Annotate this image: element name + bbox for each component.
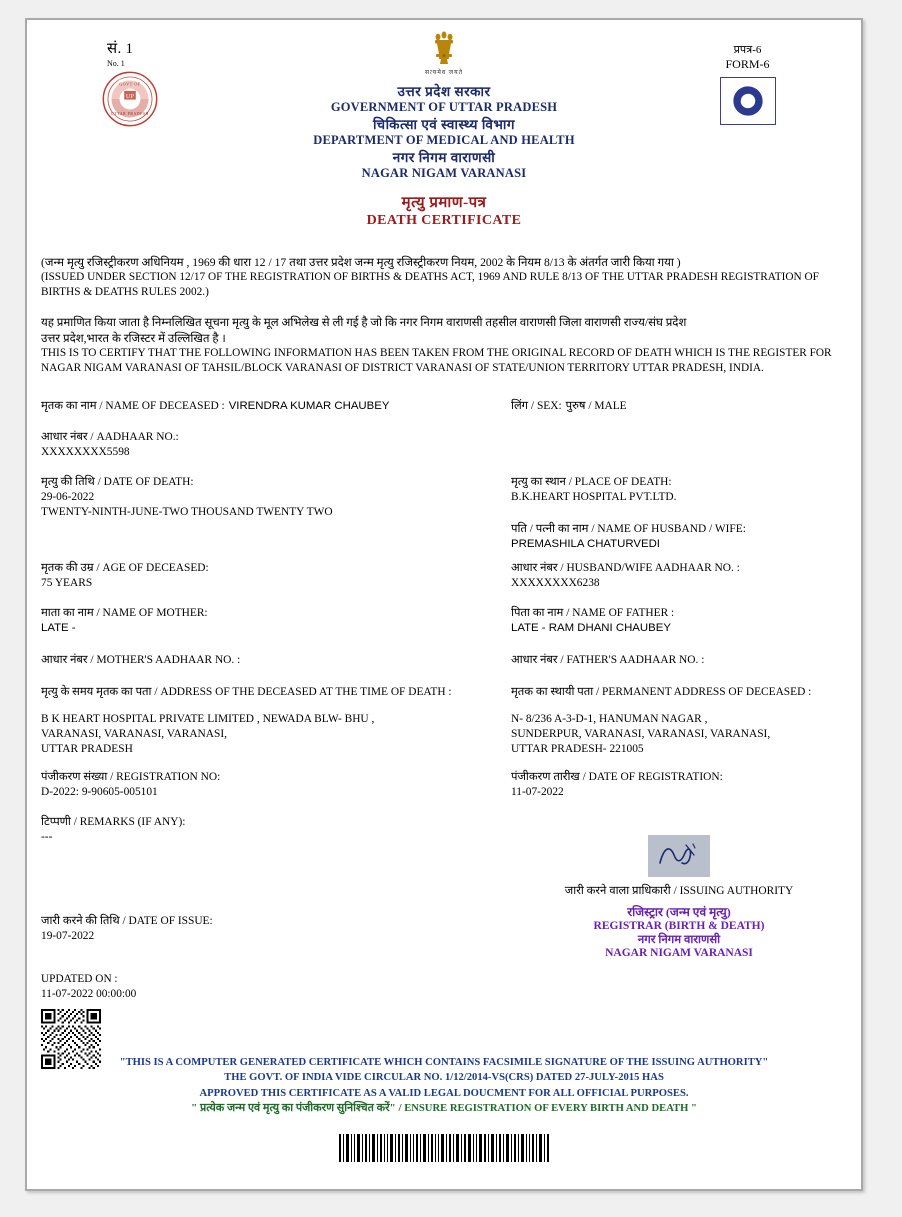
place-of-death-label: मृत्यु का स्थान / PLACE OF DEATH: (511, 475, 672, 488)
field-row-death-details (41, 475, 847, 557)
emblem-motto: सत्यमेव जयते (424, 70, 464, 76)
footer-disclaimer (27, 1055, 861, 1117)
field-row-name-sex (41, 396, 847, 419)
field-date-of-issue (41, 914, 493, 944)
svg-text:GOVT OF: GOVT OF (119, 81, 141, 87)
certificate-header (27, 20, 861, 180)
certification-hindi-line1: यह प्रमाणित किया जाता है निम्नलिखित सूचना मृत्यु के मूल अभिलेख से ली गई है जो कि नगर निगम वाराणसी तहसील वाराणसी जिला वाराणसी राज्य/संघ प्रदेश (41, 316, 687, 330)
serial-number-english: No. 1 (107, 59, 125, 68)
footer-line-2: THE GOVT. OF INDIA VIDE CIRCULAR NO. 1/12/2014-VS(CRS) DATED 27-JULY-2015 HAS (224, 1072, 664, 1084)
certification-english: THIS IS TO CERTIFY THAT THE FOLLOWING INFORMATION HAS BEEN TAKEN FROM THE ORIGINAL RECORD OF DEATH WHICH IS THE REGISTER FOR NAGAR NIGAM VARANASI OF TAHSIL/BLOCK VARANASI OF DISTRICT VARANASI OF STATE/UNION TERRITORY UTTAR PRADESH, INDIA. (41, 347, 832, 375)
field-row-remarks-signature (41, 815, 847, 959)
department-name-english: DEPARTMENT OF MEDICAL AND HEALTH (313, 133, 575, 147)
field-father-aadhaar (511, 653, 847, 668)
field-row-address-values (41, 712, 847, 758)
footer-line-4 (27, 1101, 861, 1117)
remarks-label: टिप्पणी / REMARKS (IF ANY): (41, 815, 186, 828)
certificate-page (25, 18, 863, 1191)
sex-label: लिंग / SEX: (511, 400, 562, 413)
field-remarks (41, 815, 493, 845)
field-spouse-aadhaar (511, 561, 847, 591)
name-of-deceased-label: मृतक का नाम / NAME OF DECEASED : (41, 400, 225, 413)
certification-hindi-line2: उत्तर प्रदेश,भारत के रजिस्टर में उल्लिखित है । (41, 331, 226, 345)
father-name-value: LATE - RAM DHANI CHAUBEY (511, 621, 671, 634)
signature-image (648, 835, 710, 877)
document-title-english: DEATH CERTIFICATE (366, 213, 522, 228)
national-emblem-icon (429, 28, 459, 70)
spouse-aadhaar-value: XXXXXXXX6238 (511, 576, 600, 589)
field-sex (511, 396, 847, 414)
registrar-title-hindi: रजिस्ट्रार (जन्म एवं मृत्यु) (627, 904, 731, 919)
spouse-name-value: PREMASHILA CHATURVEDI (511, 537, 660, 550)
mother-aadhaar-label: आधार नंबर / MOTHER'S AADHAAR NO. : (41, 654, 241, 667)
permanent-address-label: मृतक का स्थायी पता / PERMANENT ADDRESS OF DECEASED : (511, 686, 812, 699)
footer-slogan-english: ENSURE REGISTRATION OF EVERY BIRTH AND DEATH " (404, 1103, 697, 1115)
registration-date-label: पंजीकरण तारीख / DATE OF REGISTRATION: (511, 770, 723, 783)
field-father-name (511, 606, 847, 636)
field-row-aadhaar (41, 430, 847, 465)
municipal-body-hindi: नगर निगम वाराणसी (392, 150, 496, 165)
barcode (27, 1134, 861, 1167)
age-of-deceased-label: मृतक की उम्र / AGE OF DECEASED: (41, 562, 209, 575)
certification-statement (41, 315, 847, 376)
footer-line-1: "THIS IS A COMPUTER GENERATED CERTIFICATE WHICH CONTAINS FACSIMILE SIGNATURE OF THE ISSUING AUTHORITY" (119, 1056, 769, 1068)
age-of-deceased-value: 75 YEARS (41, 576, 93, 589)
date-of-issue-value: 19-07-2022 (41, 929, 95, 942)
updated-on-value: 11-07-2022 00:00:00 (41, 988, 137, 1001)
registrar-office-english: NAGAR NIGAM VARANASI (605, 946, 753, 959)
date-of-death-words: TWENTY-NINTH-JUNE-TWO THOUSAND TWENTY TWO (41, 505, 333, 518)
registration-date-value: 11-07-2022 (511, 785, 564, 798)
facsimile-signature-icon (648, 835, 710, 877)
form-number-block (700, 42, 795, 125)
registrar-office-hindi: नगर निगम वाराणसी (637, 933, 721, 946)
document-title (27, 192, 861, 229)
certificate-fields (27, 396, 861, 958)
field-row-registration (41, 770, 847, 805)
updated-on-label: UPDATED ON : (41, 973, 118, 985)
field-registration-date (511, 770, 847, 800)
footer-line-3: APPROVED THIS CERTIFICATE AS A VALID LEGAL DOUCMENT FOR ALL OFFICIAL PURPOSES. (199, 1087, 689, 1099)
aadhaar-number-label: आधार नंबर / AADHAAR NO.: (41, 430, 179, 443)
crs-logo (720, 77, 776, 125)
permanent-address-line3: UTTAR PRADESH- 221005 (511, 743, 644, 756)
document-title-hindi: मृत्यु प्रमाण-पत्र (401, 195, 487, 211)
department-name-hindi: चिकित्सा एवं स्वास्थ्य विभाग (373, 117, 515, 132)
form-number-english: FORM-6 (725, 57, 770, 71)
field-aadhaar-number (41, 430, 493, 460)
field-row-address-labels (41, 685, 847, 700)
government-name-hindi: उत्तर प्रदेश सरकार (397, 84, 491, 99)
crs-swirl-icon (726, 82, 770, 120)
field-spouse-name (511, 522, 847, 552)
form-number-hindi: प्रपत्र-6 (733, 44, 762, 56)
field-row-parent-aadhaar (41, 653, 847, 673)
field-name-of-deceased (41, 396, 493, 414)
legal-citation-hindi: (जन्म मृत्यु रजिस्ट्रीकरण अधिनियम , 1969 की धारा 12 / 17 तथा उत्तर प्रदेश जन्म मृत्यु रजिस्ट्रीकरण नियम, 2002 के नियम 8/13 के अंतर्गत जारी किया गया ) (41, 256, 681, 269)
field-mother-aadhaar (41, 653, 493, 668)
barcode-icon (337, 1134, 552, 1162)
field-registration-number (41, 770, 493, 800)
sex-value: पुरुष / MALE (565, 400, 627, 413)
registrar-title-english: REGISTRAR (BIRTH & DEATH) (593, 919, 765, 932)
issuing-authority-label: जारी करने वाला प्राधिकारी / ISSUING AUTHORITY (564, 884, 794, 897)
address-at-death-line3: UTTAR PRADESH (41, 743, 133, 756)
aadhaar-number-value: XXXXXXXX5598 (41, 445, 130, 458)
spouse-name-label: पति / पत्नी का नाम / NAME OF HUSBAND / WIFE: (511, 522, 746, 535)
permanent-address-line1: N- 8/236 A-3-D-1, HANUMAN NAGAR , (511, 712, 708, 725)
date-of-issue-label: जारी करने की तिथि / DATE OF ISSUE: (41, 914, 213, 927)
address-at-death-line1: B K HEART HOSPITAL PRIVATE LIMITED , NEWADA BLW- BHU , (41, 712, 375, 725)
field-mother-name (41, 606, 493, 636)
serial-number-hindi: सं. 1 (107, 41, 134, 57)
field-row-parents (41, 606, 847, 641)
registration-number-label: पंजीकरण संख्या / REGISTRATION NO: (41, 770, 221, 783)
place-of-death-value: B.K.HEART HOSPITAL PVT.LTD. (511, 490, 677, 503)
issuing-authority-block (511, 883, 847, 959)
date-of-death-value: 29-06-2022 (41, 490, 95, 503)
field-date-of-death (41, 475, 493, 520)
address-at-death-label: मृत्यु के समय मृतक का पता / ADDRESS OF THE DECEASED AT THE TIME OF DEATH : (41, 686, 452, 699)
date-of-death-label: मृत्यु की तिथि / DATE OF DEATH: (41, 475, 194, 488)
municipal-body-english: NAGAR NIGAM VARANASI (361, 166, 527, 180)
registration-number-value: D-2022: 9-90605-005101 (41, 785, 158, 798)
svg-text:UP: UP (125, 92, 135, 100)
father-name-label: पिता का नाम / NAME OF FATHER : (511, 607, 675, 620)
legal-citation-english: (ISSUED UNDER SECTION 12/17 OF THE REGISTRATION OF BIRTHS & DEATHS ACT, 1969 AND RULE 8/13 OF THE UTTAR PRADESH REGISTRATION OF BIRTHS & DEATHS RULES 2002.) (41, 271, 819, 299)
field-row-age-spouse-aadhaar (41, 561, 847, 596)
legal-citation (41, 255, 847, 300)
footer-slogan-hindi: " प्रत्येक जन्म एवं मृत्यु का पंजीकरण सुनिश्चित करें" / (191, 1102, 402, 1115)
mother-name-value: LATE - (41, 621, 76, 634)
government-name-english: GOVERNMENT OF UTTAR PRADESH (330, 100, 558, 114)
field-place-of-death (511, 475, 847, 505)
svg-text:UTTAR PRADESH: UTTAR PRADESH (111, 112, 149, 117)
field-age-of-deceased (41, 561, 493, 591)
address-at-death-line2: VARANASI, VARANASI, VARANASI, (41, 728, 227, 741)
spouse-aadhaar-label: आधार नंबर / HUSBAND/WIFE AADHAAR NO. : (511, 562, 740, 575)
name-of-deceased-value: VIRENDRA KUMAR CHAUBEY (228, 400, 390, 413)
remarks-value: --- (41, 830, 53, 843)
father-aadhaar-label: आधार नंबर / FATHER'S AADHAAR NO. : (511, 654, 705, 667)
mother-name-label: माता का नाम / NAME OF MOTHER: (41, 607, 208, 620)
permanent-address-line2: SUNDERPUR, VARANASI, VARANASI, VARANASI, (511, 728, 771, 741)
